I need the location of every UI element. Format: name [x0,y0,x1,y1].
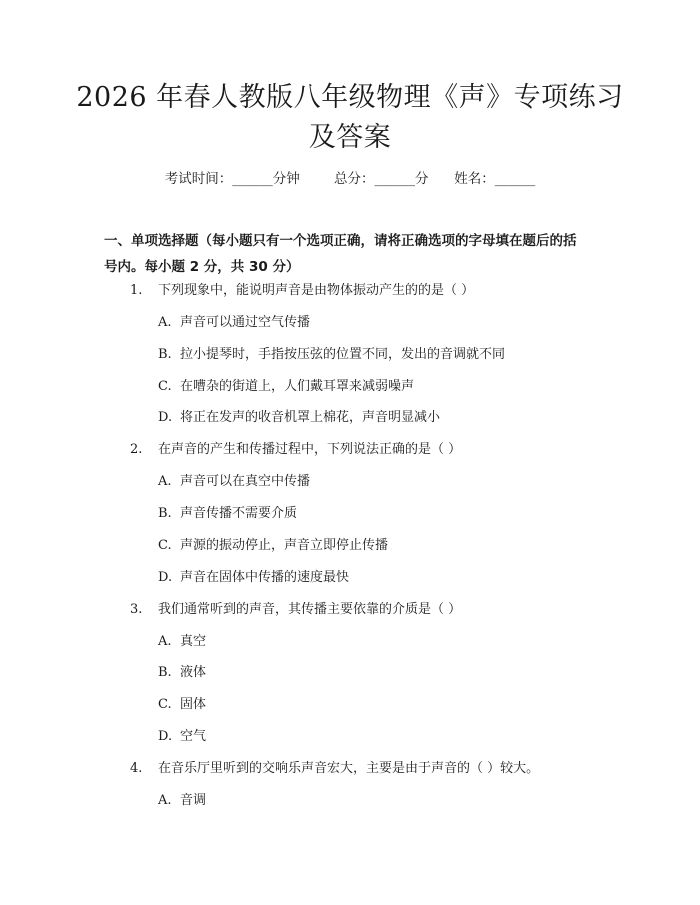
option-text: 将正在发声的收音机罩上棉花，声音明显减小 [180,410,441,425]
option-letter: B. [158,506,172,521]
question-number: 1. [130,283,143,298]
question-text: 在音乐厅里听到的交响乐声音宏大，主要是由于声音的（ ）较大。 [158,761,540,776]
option-letter: C. [158,538,172,553]
option-letter: D. [158,570,173,585]
option-letter: B. [158,347,172,362]
option-text: 声音可以通过空气传播 [180,315,311,330]
option-text: 固体 [180,697,207,712]
option-text: 声音传播不需要介质 [180,506,298,521]
time-blank: ______ [232,171,273,187]
option-letter: C. [158,697,172,712]
section-heading [104,228,606,280]
name-label: 姓名： [454,171,495,187]
score-label: 总分： [334,171,375,187]
question-text: 我们通常听到的声音，其传播主要依靠的介质是（ ） [158,602,462,617]
question-number: 3. [130,602,143,617]
score-blank: ______ [374,171,416,187]
title-line-2: 及答案 [308,122,392,153]
option-letter: A. [158,474,172,489]
option-text: 真空 [180,634,207,649]
option-text: 拉小提琴时，手指按压弦的位置不同，发出的音调就不同 [180,347,506,362]
option-letter: A. [158,634,172,649]
option-letter: D. [158,729,173,744]
time-unit: 分钟 [272,171,300,187]
score-unit: 分 [415,171,429,187]
question-text: 下列现象中，能说明声音是由物体振动产生的的是（ ） [158,283,475,298]
section-heading-line-1: 一、单项选择题（每小题只有一个选项正确，请将正确选项的字母填在题后的括 [104,233,577,249]
name-blank: ______ [494,171,536,187]
option-text: 液体 [180,665,207,680]
document-title [70,78,630,158]
option-letter: A. [158,793,172,808]
exam-meta [0,167,700,187]
option-letter: C. [158,379,172,394]
title-line-1: 2026 年春人教版八年级物理《声》专项练习 [76,82,624,113]
option-letter: B. [158,665,172,680]
question-number: 4. [130,761,143,776]
option-text: 音调 [180,793,207,808]
question-text: 在声音的产生和传播过程中，下列说法正确的是（ ） [158,442,462,457]
section-heading-line-2: 号内。每小题 2 分，共 30 分） [104,259,300,275]
option-text: 空气 [180,729,207,744]
option-text: 声音在固体中传播的速度最快 [180,570,350,585]
option-text: 声源的振动停止，声音立即停止传播 [180,538,389,553]
option-letter: A. [158,315,172,330]
option-text: 在嘈杂的街道上，人们戴耳罩来减弱噪声 [180,379,415,394]
option-text: 声音可以在真空中传播 [180,474,311,489]
option-letter: D. [158,410,173,425]
question-number: 2. [130,442,143,457]
time-label: 考试时间： [164,171,233,187]
